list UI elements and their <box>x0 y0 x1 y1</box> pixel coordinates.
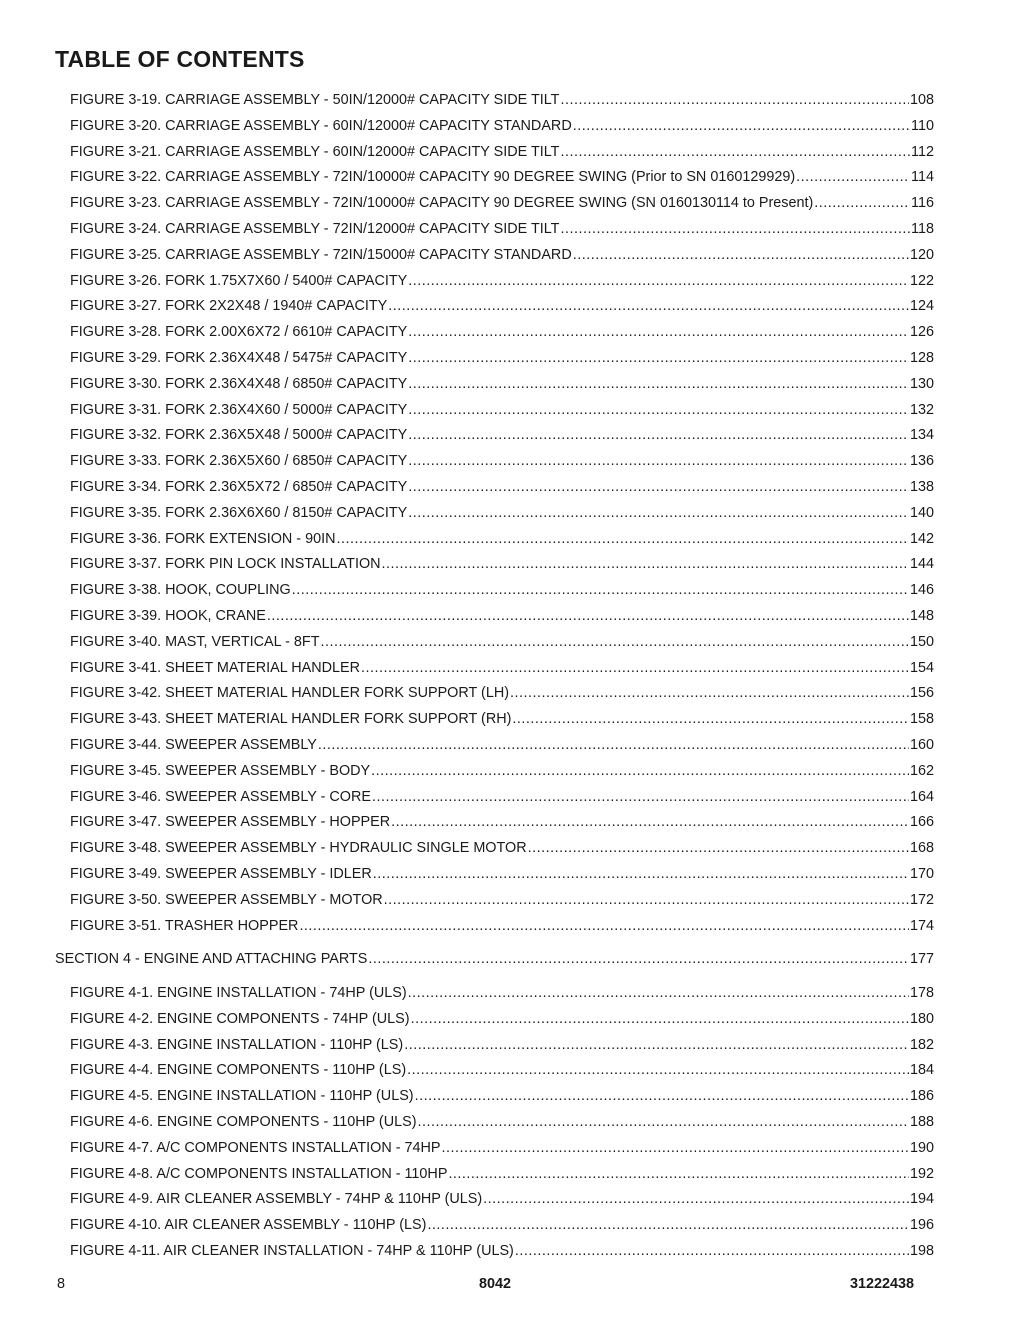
toc-entry-page: 140 <box>909 504 934 521</box>
toc-figure-entry[interactable] <box>70 294 934 320</box>
toc-entry-label: FIGURE 3-23. CARRIAGE ASSEMBLY - 72IN/10000# CAPACITY 90 DEGREE SWING (SN 0160130114 to Present) <box>70 195 814 212</box>
toc-entry-label: FIGURE 3-32. FORK 2.36X5X48 / 5000# CAPACITY <box>70 427 408 444</box>
toc-figure-entry[interactable] <box>70 1110 934 1136</box>
toc-entry-page: 188 <box>909 1114 934 1131</box>
toc-entry-page: 130 <box>909 375 934 392</box>
toc-figure-entry[interactable] <box>70 630 934 656</box>
toc-entry-label: FIGURE 3-26. FORK 1.75X7X60 / 5400# CAPACITY <box>70 272 408 289</box>
toc-figure-entry[interactable] <box>70 836 934 862</box>
toc-figure-entry[interactable] <box>70 707 934 733</box>
toc-figure-entry[interactable] <box>70 398 934 424</box>
toc-entry-page: 160 <box>909 736 934 753</box>
toc-figure-entry[interactable] <box>70 243 934 269</box>
toc-figure-entry[interactable] <box>70 1136 934 1162</box>
toc-entry-page: 198 <box>909 1243 934 1260</box>
toc-dot-leader <box>408 320 909 346</box>
toc-dot-leader <box>515 1239 909 1265</box>
toc-figure-entry[interactable] <box>70 165 934 191</box>
toc-figure-entry[interactable] <box>70 1213 934 1239</box>
toc-entry-page: 194 <box>909 1191 934 1208</box>
toc-entry-label: FIGURE 3-50. SWEEPER ASSEMBLY - MOTOR <box>70 891 383 908</box>
toc-entry-label: FIGURE 4-9. AIR CLEANER ASSEMBLY - 74HP & 110HP (ULS) <box>70 1191 483 1208</box>
toc-entry-page: 144 <box>909 556 934 573</box>
toc-figure-entry[interactable] <box>70 785 934 811</box>
toc-entry-page: 108 <box>909 92 934 108</box>
footer-document-number: 31222438 <box>850 1276 915 1292</box>
footer-page-number: 8 <box>57 1276 66 1292</box>
toc-entry-label: FIGURE 3-33. FORK 2.36X5X60 / 6850# CAPACITY <box>70 453 408 470</box>
toc-entry-label: FIGURE 3-30. FORK 2.36X4X48 / 6850# CAPACITY <box>70 375 408 392</box>
toc-figure-entry[interactable] <box>70 372 934 398</box>
toc-entry-label: FIGURE 3-47. SWEEPER ASSEMBLY - HOPPER <box>70 814 391 831</box>
toc-entry-label: FIGURE 4-1. ENGINE INSTALLATION - 74HP (ULS) <box>70 985 407 1002</box>
toc-figure-entry[interactable] <box>70 578 934 604</box>
toc-entry-label: FIGURE 4-11. AIR CLEANER INSTALLATION - 74HP & 110HP (ULS) <box>70 1243 514 1260</box>
toc-dot-leader <box>560 217 910 243</box>
toc-entry-page: 172 <box>909 891 934 908</box>
toc-entry-label: FIGURE 3-41. SHEET MATERIAL HANDLER <box>70 659 361 676</box>
toc-dot-leader <box>573 243 909 269</box>
toc-figure-entry[interactable] <box>70 681 934 707</box>
toc-dot-leader <box>384 888 909 914</box>
toc-entry-page: 182 <box>909 1036 934 1053</box>
toc-entry-page: 142 <box>909 530 934 547</box>
toc-entry-label: FIGURE 3-39. HOOK, CRANE <box>70 607 266 624</box>
toc-entry-label: FIGURE 4-3. ENGINE INSTALLATION - 110HP (LS) <box>70 1036 404 1053</box>
toc-dot-leader <box>573 114 910 140</box>
toc-entry-label: FIGURE 3-29. FORK 2.36X4X48 / 5475# CAPACITY <box>70 349 408 366</box>
toc-entry-page: 164 <box>909 788 934 805</box>
toc-entry-label: FIGURE 4-2. ENGINE COMPONENTS - 74HP (ULS) <box>70 1010 410 1027</box>
toc-figure-entry[interactable] <box>70 501 934 527</box>
toc-dot-leader <box>408 501 909 527</box>
toc-entry-page: 132 <box>909 401 934 418</box>
toc-entry-label: FIGURE 3-24. CARRIAGE ASSEMBLY - 72IN/12000# CAPACITY SIDE TILT <box>70 220 560 237</box>
toc-entry-label: FIGURE 3-38. HOOK, COUPLING <box>70 582 291 599</box>
toc-figure-entry[interactable] <box>70 914 934 940</box>
toc-entry-label: FIGURE 3-31. FORK 2.36X4X60 / 5000# CAPACITY <box>70 401 408 418</box>
toc-entry-page: 178 <box>909 985 934 1002</box>
toc-entry-label: FIGURE 3-51. TRASHER HOPPER <box>70 917 299 934</box>
toc-dot-leader <box>796 165 910 191</box>
toc-dot-leader <box>408 398 909 424</box>
toc-entry-label: FIGURE 3-46. SWEEPER ASSEMBLY - CORE <box>70 788 371 805</box>
toc-dot-leader <box>299 914 909 940</box>
toc-dot-leader <box>408 475 909 501</box>
toc-entry-page: 120 <box>909 246 934 263</box>
toc-dot-leader <box>814 191 910 217</box>
toc-entry-label: FIGURE 3-45. SWEEPER ASSEMBLY - BODY <box>70 762 371 779</box>
toc-entry-label: FIGURE 3-25. CARRIAGE ASSEMBLY - 72IN/15000# CAPACITY STANDARD <box>70 246 572 263</box>
toc-dot-leader <box>391 810 909 836</box>
toc-entry-page: 174 <box>909 917 934 934</box>
toc-entry-page: 146 <box>909 582 934 599</box>
toc-entry-page: 114 <box>911 169 934 186</box>
toc-dot-leader <box>407 1058 909 1084</box>
toc-figure-entry[interactable] <box>70 217 934 243</box>
toc-dot-leader <box>388 294 909 320</box>
toc-figure-entry[interactable] <box>70 888 934 914</box>
toc-entry-label: FIGURE 3-22. CARRIAGE ASSEMBLY - 72IN/10000# CAPACITY 90 DEGREE SWING (Prior to SN 0160129929) <box>70 169 796 186</box>
toc-dot-leader <box>361 656 909 682</box>
toc-entry-label: FIGURE 3-21. CARRIAGE ASSEMBLY - 60IN/12000# CAPACITY SIDE TILT <box>70 143 560 160</box>
toc-entry-label: FIGURE 3-20. CARRIAGE ASSEMBLY - 60IN/12000# CAPACITY STANDARD <box>70 117 572 134</box>
footer-model-number: 8042 <box>479 1276 512 1292</box>
toc-figure-entry[interactable] <box>70 423 934 449</box>
toc-entry-page: 150 <box>909 633 934 650</box>
toc-entry-page: 170 <box>909 865 934 882</box>
toc-dot-leader <box>372 785 909 811</box>
toc-entry-page: 186 <box>909 1088 934 1105</box>
toc-entry-label: FIGURE 4-7. A/C COMPONENTS INSTALLATION - 74HP <box>70 1139 441 1156</box>
toc-dot-leader <box>336 527 909 553</box>
toc-figure-entry[interactable] <box>70 810 934 836</box>
toc-entry-page: 118 <box>911 220 934 237</box>
toc-figure-entry[interactable] <box>70 527 934 553</box>
toc-entry-label: FIGURE 3-44. SWEEPER ASSEMBLY <box>70 736 317 753</box>
toc-entry-page: 180 <box>909 1010 934 1027</box>
toc-figure-entry[interactable] <box>70 1162 934 1188</box>
toc-entry-page: 138 <box>909 478 934 495</box>
toc-dot-leader <box>411 1007 909 1033</box>
toc-dot-leader <box>415 1084 909 1110</box>
toc-dot-leader <box>510 681 909 707</box>
page-title: TABLE OF CONTENTS <box>55 46 305 72</box>
toc-entry-label: FIGURE 3-49. SWEEPER ASSEMBLY - IDLER <box>70 865 372 882</box>
toc-figure-entry[interactable] <box>70 114 934 140</box>
toc-entry-page: 148 <box>909 607 934 624</box>
toc-entry-page: 162 <box>909 762 934 779</box>
toc-figure-entry[interactable] <box>70 862 934 888</box>
toc-entry-page: 126 <box>909 324 934 341</box>
toc-entry-page: 184 <box>909 1062 934 1079</box>
toc-entry-label: FIGURE 3-40. MAST, VERTICAL - 8FT <box>70 633 320 650</box>
toc-entry-page: 122 <box>909 272 934 289</box>
toc-dot-leader <box>560 140 910 166</box>
toc-entry-label: FIGURE 3-48. SWEEPER ASSEMBLY - HYDRAULIC SINGLE MOTOR <box>70 840 527 857</box>
toc-dot-leader <box>448 1162 909 1188</box>
toc-entry-page: 136 <box>909 453 934 470</box>
toc-entry-label: FIGURE 4-10. AIR CLEANER ASSEMBLY - 110HP (LS) <box>70 1217 427 1234</box>
toc-figure-entry[interactable] <box>70 759 934 785</box>
toc-figure-entry[interactable] <box>70 1239 934 1265</box>
toc-entry-label: FIGURE 4-4. ENGINE COMPONENTS - 110HP (LS) <box>70 1062 407 1079</box>
toc-figure-entry[interactable] <box>70 346 934 372</box>
toc-entry-label: FIGURE 3-35. FORK 2.36X6X60 / 8150# CAPACITY <box>70 504 408 521</box>
toc-dot-leader <box>408 423 909 449</box>
toc-entry-page: 110 <box>911 117 934 134</box>
toc-figure-entry[interactable] <box>70 88 934 114</box>
toc-entry-page: 168 <box>909 840 934 857</box>
toc-dot-leader <box>267 604 909 630</box>
toc-entry-page: 154 <box>909 659 934 676</box>
toc-entry-label: FIGURE 3-36. FORK EXTENSION - 90IN <box>70 530 336 547</box>
toc-entry-page: 156 <box>909 685 934 702</box>
toc-section-entry[interactable] <box>55 947 934 973</box>
toc-dot-leader <box>427 1213 909 1239</box>
toc-dot-leader <box>368 947 909 973</box>
toc-entry-label: SECTION 4 - ENGINE AND ATTACHING PARTS <box>55 951 368 968</box>
toc-dot-leader <box>408 981 909 1007</box>
toc-figure-entry[interactable] <box>70 552 934 578</box>
toc-dot-leader <box>321 630 909 656</box>
toc-entry-page: 192 <box>909 1165 934 1182</box>
toc-entry-page: 128 <box>909 349 934 366</box>
toc-entry-page: 196 <box>909 1217 934 1234</box>
toc-entry-label: FIGURE 4-8. A/C COMPONENTS INSTALLATION - 110HP <box>70 1165 448 1182</box>
toc-figure-entry[interactable] <box>70 320 934 346</box>
toc-figure-entry[interactable] <box>70 269 934 295</box>
toc-dot-leader <box>408 346 909 372</box>
toc-figure-entry[interactable] <box>70 1187 934 1213</box>
page-footer <box>0 1276 1024 1298</box>
toc-entry-page: 116 <box>911 195 934 212</box>
toc-entry-page: 112 <box>911 143 934 160</box>
table-of-contents <box>0 88 1024 1265</box>
toc-entry-page: 124 <box>909 298 934 315</box>
toc-figure-entry[interactable] <box>70 656 934 682</box>
toc-entry-page: 158 <box>909 711 934 728</box>
toc-figure-entry[interactable] <box>70 475 934 501</box>
toc-dot-leader <box>408 372 909 398</box>
toc-figure-entry[interactable] <box>70 981 934 1007</box>
toc-dot-leader <box>560 88 909 114</box>
toc-dot-leader <box>483 1187 909 1213</box>
toc-dot-leader <box>292 578 909 604</box>
toc-figure-entry[interactable] <box>70 1084 934 1110</box>
toc-entry-label: FIGURE 4-6. ENGINE COMPONENTS - 110HP (ULS) <box>70 1114 417 1131</box>
toc-dot-leader <box>318 733 909 759</box>
toc-dot-leader <box>404 1033 909 1059</box>
toc-entry-label: FIGURE 4-5. ENGINE INSTALLATION - 110HP (ULS) <box>70 1088 414 1105</box>
toc-entry-label: FIGURE 3-28. FORK 2.00X6X72 / 6610# CAPACITY <box>70 324 408 341</box>
toc-figure-entry[interactable] <box>70 191 934 217</box>
toc-figure-entry[interactable] <box>70 140 934 166</box>
toc-dot-leader <box>512 707 909 733</box>
toc-dot-leader <box>408 269 909 295</box>
toc-entry-label: FIGURE 3-27. FORK 2X2X48 / 1940# CAPACITY <box>70 298 388 315</box>
toc-entry-label: FIGURE 3-19. CARRIAGE ASSEMBLY - 50IN/12000# CAPACITY SIDE TILT <box>70 92 560 108</box>
toc-entry-page: 190 <box>909 1139 934 1156</box>
toc-entry-label: FIGURE 3-34. FORK 2.36X5X72 / 6850# CAPACITY <box>70 478 408 495</box>
toc-entry-label: FIGURE 3-42. SHEET MATERIAL HANDLER FORK SUPPORT (LH) <box>70 685 510 702</box>
toc-entry-label: FIGURE 3-37. FORK PIN LOCK INSTALLATION <box>70 556 381 573</box>
toc-dot-leader <box>373 862 909 888</box>
toc-dot-leader <box>371 759 909 785</box>
toc-entry-label: FIGURE 3-43. SHEET MATERIAL HANDLER FORK SUPPORT (RH) <box>70 711 512 728</box>
toc-entry-page: 177 <box>909 951 934 968</box>
toc-dot-leader <box>528 836 909 862</box>
toc-dot-leader <box>418 1110 909 1136</box>
toc-dot-leader <box>408 449 909 475</box>
toc-entry-page: 134 <box>909 427 934 444</box>
toc-figure-entry[interactable] <box>70 733 934 759</box>
toc-dot-leader <box>442 1136 909 1162</box>
toc-figure-entry[interactable] <box>70 1033 934 1059</box>
toc-figure-entry[interactable] <box>70 1007 934 1033</box>
toc-figure-entry[interactable] <box>70 604 934 630</box>
toc-dot-leader <box>382 552 909 578</box>
toc-entry-page: 166 <box>909 814 934 831</box>
toc-figure-entry[interactable] <box>70 1058 934 1084</box>
toc-figure-entry[interactable] <box>70 449 934 475</box>
